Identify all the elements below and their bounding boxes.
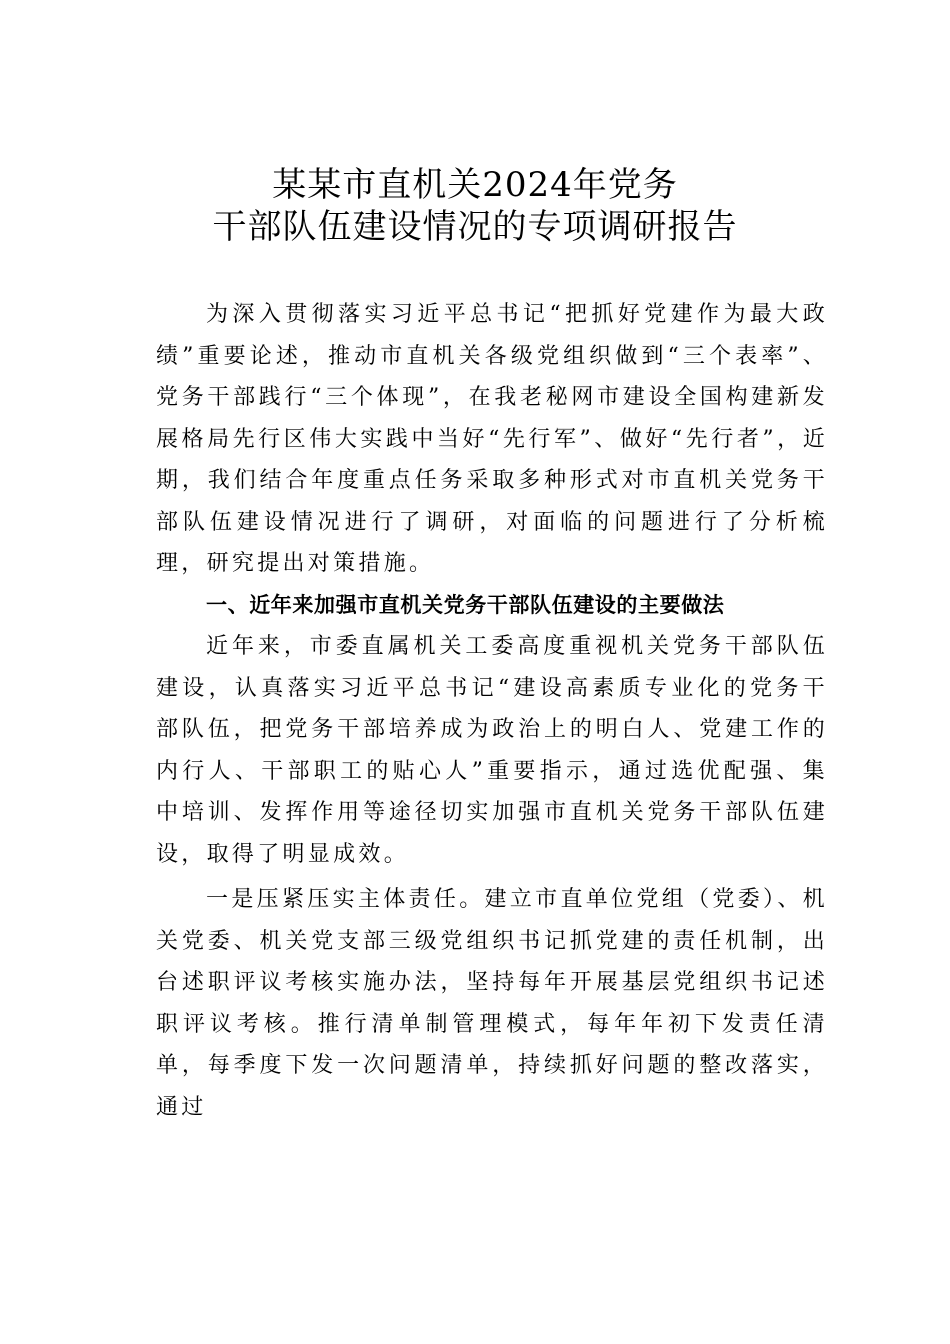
section-heading: 一、近年来加强市直机关党务干部队伍建设的主要做法 — [206, 592, 725, 617]
body-paragraph: 一是压紧压实主体责任。建立市直单位党组（党委）、机关党委、机关党支部三级党组织书记抓党建的责任机制，出台述职评议考核实施办法，坚持每年开展基层党组织书记述职评议考核。推行清单制管理模式，每年年初下发责任清单，每季度下发一次问题清单，持续抓好问题的整改落实，通过 — [156, 887, 828, 1120]
document-title — [0, 164, 950, 248]
body-paragraph: 近年来，市委直属机关工委高度重视机关党务干部队伍建设，认真落实习近平总书记“建设高素质专业化的党务干部队伍，把党务干部培养成为政治上的明白人、党建工作的内行人、干部职工的贴心人”重要指示，通过选优配强、集中培训、发挥作用等途径切实加强市直机关党务干部队伍建设，取得了明显成效。 — [156, 634, 828, 867]
intro-paragraph: 为深入贯彻落实习近平总书记“把抓好党建作为最大政绩”重要论述，推动市直机关各级党组织做到“三个表率”、党务干部践行“三个体现”，在我老秘网市建设全国构建新发展格局先行区伟大实践中当好“先行军”、做好“先行者”，近期，我们结合年度重点任务采取多种形式对市直机关党务干部队伍建设情况进行了调研，对面临的问题进行了分析梳理，研究提出对策措施。 — [156, 302, 828, 576]
title-line-2: 干部队伍建设情况的专项调研报告 — [212, 207, 738, 247]
document-body — [156, 294, 828, 1128]
title-line-1: 某某市直机关2024年党务 — [272, 165, 678, 205]
